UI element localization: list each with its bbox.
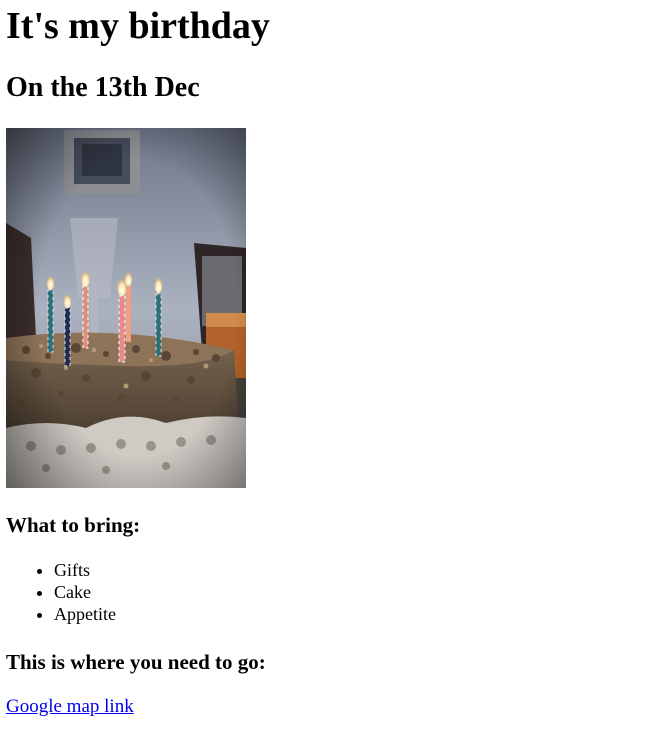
google-map-link[interactable]: Google map link — [6, 696, 134, 717]
what-to-bring-heading: What to bring: — [6, 513, 141, 537]
event-date: On the 13th Dec — [6, 72, 200, 103]
list-item: • Appetite — [54, 603, 640, 625]
bring-list — [6, 559, 640, 625]
list-item: • Gifts — [54, 559, 640, 581]
birthday-cake-photo — [6, 128, 246, 488]
directions-heading: This is where you need to go: — [6, 650, 266, 674]
page-title: It's my birthday — [6, 5, 270, 47]
list-item: • Cake — [54, 581, 640, 603]
